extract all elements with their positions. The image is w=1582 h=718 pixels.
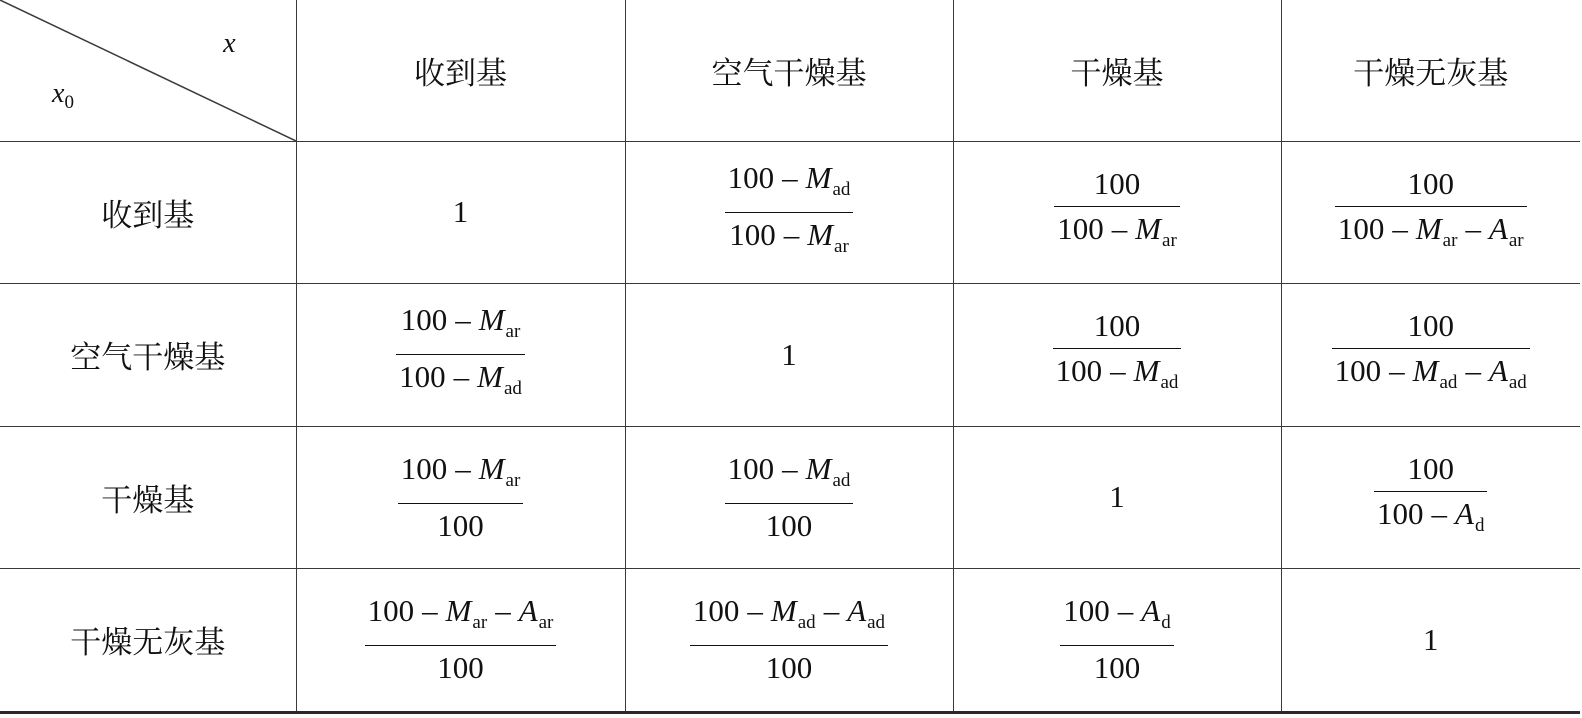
number-text: 100 — [1093, 650, 1141, 685]
variable-letter: M — [1415, 210, 1442, 246]
variable-symbol — [1133, 353, 1179, 393]
fraction — [1053, 306, 1182, 403]
corner-diagonal — [0, 0, 296, 141]
fraction-numerator — [1405, 449, 1458, 489]
fraction — [398, 449, 524, 546]
variable-symbol — [847, 593, 886, 633]
minus-sign: – — [1431, 495, 1448, 531]
minus-sign: – — [823, 593, 840, 628]
variable-symbol — [770, 593, 816, 633]
number-text: 100 — [765, 650, 813, 685]
variable-symbol — [1488, 210, 1524, 251]
fraction-bar — [1374, 491, 1487, 492]
fraction-denominator — [726, 215, 852, 267]
table-row — [0, 141, 1580, 283]
minus-sign: – — [455, 450, 471, 486]
fraction — [690, 591, 888, 688]
fraction-bar — [1332, 348, 1530, 349]
fraction-numerator — [1404, 164, 1457, 204]
variable-letter: M — [807, 216, 834, 252]
fraction-denominator — [1053, 351, 1182, 403]
variable-symbol — [1135, 210, 1177, 251]
factor-cell — [296, 426, 625, 568]
fraction-denominator — [434, 648, 487, 688]
variable-symbol — [445, 593, 488, 633]
variable-letter: M — [1133, 353, 1160, 388]
fraction-bar — [1060, 645, 1173, 646]
variable-letter: A — [1141, 593, 1161, 628]
variable-symbol — [1412, 353, 1458, 393]
variable-symbol — [478, 450, 521, 491]
variable-symbol — [805, 450, 851, 491]
factor-cell — [296, 141, 625, 283]
variable-symbol — [478, 302, 521, 342]
fraction-numerator — [398, 300, 524, 352]
number-text: 100 — [1377, 495, 1424, 531]
fraction-numerator — [1060, 591, 1173, 643]
number-text: 100 — [1093, 165, 1141, 201]
number-text: 100 — [727, 450, 775, 486]
variable-subscript: ad — [832, 469, 851, 491]
minus-sign: – — [782, 159, 798, 195]
number-text: 100 — [1093, 308, 1141, 343]
number-text: 100 — [1063, 593, 1110, 628]
minus-sign: – — [1392, 210, 1408, 246]
number-text: 100 — [1407, 308, 1454, 343]
factor-cell — [953, 426, 1281, 568]
variable-letter: M — [1135, 210, 1162, 246]
header-dry: 干燥基 — [953, 0, 1281, 141]
fraction-denominator — [1091, 648, 1144, 688]
factor-cell — [953, 568, 1281, 712]
number-text: 100 — [729, 216, 776, 252]
fraction-bar — [396, 354, 525, 355]
factor-cell — [625, 141, 953, 283]
number-text: 100 — [1337, 210, 1385, 246]
minus-sign: – — [453, 359, 470, 394]
factor-value: 1 — [781, 336, 797, 372]
fraction-numerator — [365, 591, 557, 643]
fraction — [1060, 591, 1173, 688]
header-as-received: 收到基 — [296, 0, 625, 141]
corner-cell — [0, 0, 296, 141]
factor-cell — [953, 141, 1281, 283]
factor-cell — [1281, 141, 1580, 283]
fraction-denominator — [1335, 209, 1527, 261]
fraction — [365, 591, 557, 688]
factor-cell — [625, 283, 953, 426]
variable-symbol — [1455, 495, 1485, 536]
number-text: 100 — [727, 159, 775, 195]
number-text: 100 — [400, 450, 448, 486]
variable-symbol — [1488, 353, 1527, 393]
number-text: 100 — [437, 507, 484, 543]
number-text: 100 — [399, 359, 446, 394]
variable-subscript: ar — [1162, 229, 1177, 251]
fraction — [1374, 449, 1487, 546]
factor-cell — [625, 568, 953, 712]
variable-subscript: ad — [1508, 372, 1527, 393]
number-text: 100 — [437, 650, 484, 685]
fraction — [1332, 306, 1530, 403]
variable-letter: A — [847, 593, 867, 628]
number-text: 100 — [400, 302, 448, 337]
number-text: 100 — [692, 593, 740, 628]
fraction — [1054, 164, 1180, 261]
variable-subscript: ar — [538, 612, 554, 633]
factor-cell — [296, 568, 625, 712]
fraction-bar — [725, 503, 854, 504]
variable-letter: M — [478, 450, 505, 486]
variable-letter: A — [1455, 495, 1474, 531]
row-label: 干燥无灰基 — [0, 568, 296, 712]
variable-subscript: ar — [834, 235, 849, 257]
fraction-bar — [398, 503, 524, 504]
factor-cell — [296, 283, 625, 426]
variable-letter: M — [1412, 353, 1439, 388]
header-air-dried: 空气干燥基 — [625, 0, 953, 141]
header-row — [0, 0, 1580, 141]
fraction-numerator — [1091, 164, 1144, 204]
minus-sign: – — [455, 302, 471, 337]
column-variable-label: x — [223, 28, 236, 59]
fraction-numerator — [690, 591, 888, 643]
variable-subscript: d — [1474, 514, 1485, 536]
variable-subscript: ad — [832, 178, 851, 200]
minus-sign: – — [1117, 593, 1134, 628]
variable-subscript: ad — [1439, 372, 1458, 393]
variable-letter: M — [805, 450, 832, 486]
number-text: 100 — [1057, 210, 1104, 246]
factor-value: 1 — [1109, 479, 1125, 514]
fraction-bar — [1053, 348, 1182, 349]
variable-subscript: ar — [1508, 229, 1524, 251]
variable-symbol — [1141, 593, 1171, 633]
variable-subscript: d — [1161, 612, 1171, 633]
minus-sign: – — [747, 593, 763, 628]
variable-letter: M — [805, 159, 832, 195]
fraction-denominator — [763, 648, 816, 688]
variable-symbol — [518, 593, 554, 633]
variable-symbol — [807, 216, 849, 257]
fraction — [725, 158, 854, 267]
variable-subscript: ad — [503, 378, 522, 399]
variable-symbol — [477, 359, 522, 399]
number-text: 100 — [765, 507, 813, 543]
factor-value: 1 — [1423, 621, 1439, 657]
minus-sign: – — [1389, 353, 1405, 388]
fraction-numerator — [725, 158, 854, 210]
table-row — [0, 426, 1580, 568]
variable-subscript: ad — [797, 612, 816, 633]
factor-cell — [1281, 283, 1580, 426]
variable-subscript: ar — [472, 612, 488, 633]
variable-subscript: ad — [1160, 372, 1179, 393]
row-variable-label: $x_0$ — [52, 78, 74, 113]
variable-letter: M — [445, 593, 472, 628]
minus-sign: – — [1111, 210, 1128, 246]
table-row — [0, 568, 1580, 712]
fraction-numerator — [1091, 306, 1144, 346]
variable-subscript: ar — [1442, 229, 1458, 251]
minus-sign: – — [782, 450, 798, 486]
minus-sign: – — [1465, 210, 1481, 246]
variable-letter: A — [1488, 210, 1508, 246]
row-label: 干燥基 — [0, 426, 296, 568]
variable-letter: M — [770, 593, 797, 628]
fraction-bar — [725, 212, 854, 213]
fraction-denominator — [1374, 494, 1487, 546]
factor-value: 1 — [452, 194, 469, 229]
variable-letter: A — [518, 593, 538, 628]
fraction — [1335, 164, 1527, 261]
variable-letter: M — [477, 359, 503, 394]
header-dry-ash-free: 干燥无灰基 — [1281, 0, 1580, 141]
minus-sign: – — [783, 216, 800, 252]
minus-sign: – — [1465, 353, 1481, 388]
fraction-denominator — [1054, 209, 1180, 261]
variable-symbol — [805, 159, 851, 200]
fraction-bar — [1335, 206, 1527, 207]
number-text: 100 — [1334, 353, 1382, 388]
minus-sign: – — [422, 593, 438, 628]
number-text: 100 — [1055, 353, 1103, 388]
variable-subscript: ad — [867, 612, 886, 633]
variable-letter: M — [478, 302, 505, 337]
minus-sign: – — [495, 593, 511, 628]
fraction-numerator — [725, 449, 854, 501]
variable-letter: A — [1488, 353, 1508, 388]
fraction-numerator — [398, 449, 524, 501]
fraction — [396, 300, 525, 409]
row-label: 空气干燥基 — [0, 283, 296, 426]
fraction-denominator — [396, 357, 525, 409]
number-text: 100 — [1407, 450, 1454, 486]
factor-cell — [625, 426, 953, 568]
fraction-bar — [690, 645, 888, 646]
number-text: 100 — [367, 593, 415, 628]
fraction-denominator — [763, 506, 816, 546]
variable-subscript: ar — [505, 469, 521, 491]
fraction-bar — [365, 645, 557, 646]
fraction — [725, 449, 854, 546]
variable-subscript: ar — [505, 321, 521, 342]
factor-cell — [953, 283, 1281, 426]
number-text: 100 — [1407, 165, 1454, 201]
fraction-bar — [1054, 206, 1180, 207]
row-label: 收到基 — [0, 141, 296, 283]
table-row — [0, 283, 1580, 426]
fraction-numerator — [1404, 306, 1457, 346]
minus-sign: – — [1110, 353, 1126, 388]
factor-cell — [1281, 426, 1580, 568]
fraction-denominator — [1332, 351, 1530, 403]
variable-symbol — [1415, 210, 1458, 251]
factor-cell — [1281, 568, 1580, 712]
fraction-denominator — [434, 506, 487, 546]
